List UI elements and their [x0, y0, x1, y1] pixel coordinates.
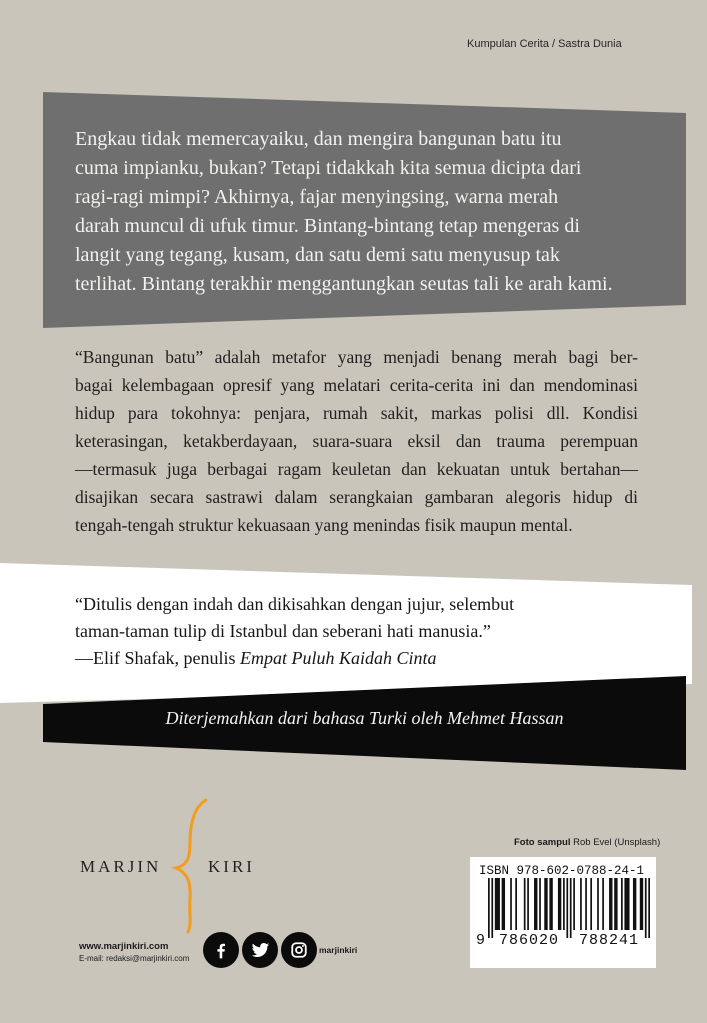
barcode-guard-bar — [648, 878, 650, 938]
barcode-bar — [549, 878, 552, 930]
barcode-bar — [609, 878, 612, 930]
barcode-bar — [534, 878, 537, 930]
barcode-bar — [624, 878, 629, 930]
excerpt-text — [75, 125, 613, 299]
logo-kiri: KIRI — [208, 857, 255, 876]
barcode-bar — [597, 878, 599, 930]
synopsis-line: “Bangunan batu” adalah metafor yang menjadi benang merah bagi ber- — [75, 347, 638, 367]
instagram-icon — [281, 932, 317, 968]
barcode-first-digit: 9 — [475, 932, 486, 949]
synopsis-text — [75, 343, 638, 539]
synopsis-line: keterasingan, ketakberdayaan, suara-suara eksil dan trauma perempuan — [75, 431, 638, 451]
barcode-guard-bar — [566, 878, 568, 938]
barcode-bar — [633, 878, 636, 930]
excerpt-line: darah muncul di ufuk timur. Bintang-bintang tetap mengeras di — [75, 215, 580, 237]
quote-line: “Ditulis dengan indah dan dikisahkan dengan jujur, selembut — [75, 594, 515, 614]
photo-credit-label: Foto sampul — [514, 837, 571, 848]
barcode-bars — [488, 878, 650, 940]
photo-credit-value: Rob Evel (Unsplash) — [573, 837, 661, 848]
quote-line: taman-taman tulip di Istanbul dan seberani hati manusia.” — [75, 621, 491, 641]
series-label: Kumpulan Cerita / Sastra Dunia — [467, 38, 622, 50]
barcode-guard-bar — [488, 878, 490, 938]
excerpt-line: terlihat. Bintang terakhir menggantungkan seutas tali ke arah kami. — [75, 273, 613, 295]
barcode-bar — [590, 878, 592, 930]
synopsis-line: bagai kelembagaan opresif yang melatari cerita-cerita ini dan mendominasi — [75, 375, 638, 395]
logo-marjin: MARJIN — [80, 857, 162, 876]
barcode-bar — [558, 878, 561, 930]
quote-attribution — [75, 645, 514, 672]
publisher-website: www.marjinkiri.com — [79, 941, 169, 952]
twitter-icon — [242, 932, 278, 968]
barcode-guard-bar — [645, 878, 647, 938]
barcode-bar — [563, 878, 565, 930]
barcode-bar — [515, 878, 517, 930]
barcode-bar — [539, 878, 541, 930]
barcode-bar — [602, 878, 604, 930]
photo-credit — [514, 837, 660, 848]
barcode-bar — [573, 878, 575, 930]
barcode-bar — [502, 878, 505, 930]
isbn-label: ISBN 978-602-0788-24-1 — [479, 864, 645, 878]
barcode-right-digits: 788241 — [578, 932, 639, 949]
barcode-bar — [585, 878, 587, 930]
barcode-bar — [580, 878, 582, 930]
facebook-icon — [203, 932, 239, 968]
publisher-email: E-mail: redaksi@marjinkiri.com — [79, 954, 190, 963]
excerpt-line: ragi-ragi mimpi? Akhirnya, fajar menyingsing, warna merah — [75, 186, 559, 208]
review-quote — [75, 591, 514, 672]
excerpt-line: langit yang tegang, kusam, dan satu demi satu menyusup tak — [75, 244, 560, 266]
synopsis-line: tengah-tengah struktur kekuasaan yang menindas fisik maupun mental. — [75, 515, 573, 535]
barcode-bar — [621, 878, 623, 930]
synopsis-line: —termasuk juga berbagai ragam keuletan dan kekuatan untuk bertahan— — [75, 459, 638, 479]
barcode-bar — [614, 878, 617, 930]
barcode-left-digits: 786020 — [498, 932, 559, 949]
translator-note: Diterjemahkan dari bahasa Turki oleh Mehmet Hassan — [165, 708, 564, 728]
barcode-bar — [544, 878, 547, 930]
excerpt-line: cuma impianku, bukan? Tetapi tidakkah kita semua dicipta dari — [75, 157, 582, 179]
barcode-bar — [524, 878, 526, 930]
logo-brace-icon — [168, 795, 213, 937]
barcode-bar — [510, 878, 512, 930]
synopsis-line: hidup para tokohnya: penjara, rumah sakit, markas polisi dll. Kondisi — [75, 403, 638, 423]
attribution-book-title: Empat Puluh Kaidah Cinta — [239, 648, 437, 668]
barcode-bar — [527, 878, 529, 930]
attribution-author: —Elif Shafak, penulis — [75, 648, 240, 668]
social-handle: marjinkiri — [319, 945, 358, 955]
barcode-bar — [640, 878, 643, 930]
barcode-bar — [495, 878, 500, 930]
barcode-guard-bar — [491, 878, 493, 938]
synopsis-line: disajikan secara sastrawi dalam serangkaian gambaran alegoris hidup di — [75, 487, 638, 507]
barcode-guard-bar — [570, 878, 572, 938]
excerpt-line: Engkau tidak memercayaiku, dan mengira bangunan batu itu — [75, 128, 562, 150]
